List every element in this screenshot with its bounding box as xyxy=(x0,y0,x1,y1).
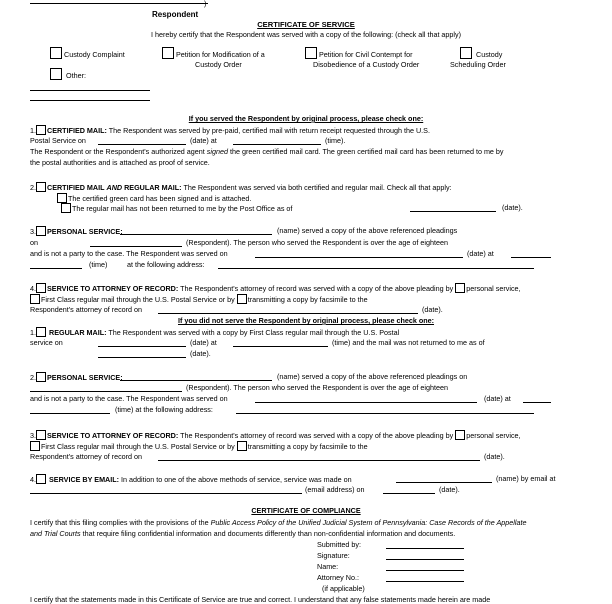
s3-t2a: on xyxy=(30,238,38,247)
r4-t2b: (date). xyxy=(439,485,460,494)
s3-t3b: (date) at xyxy=(467,249,494,258)
checkbox[interactable] xyxy=(162,47,174,59)
option-scheduling[interactable]: Custody xyxy=(460,47,502,59)
checkbox[interactable] xyxy=(50,68,62,80)
s2-date-line[interactable] xyxy=(410,211,496,212)
s2-c1: The certified green card has been signed and is attached. xyxy=(57,193,251,203)
s1-date-line[interactable] xyxy=(98,144,186,145)
r2-t4: (time) at the following address: xyxy=(115,405,213,414)
r4-t1b: (name) by email at xyxy=(496,474,556,483)
r3-t3a: Respondent's attorney of record on xyxy=(30,452,143,461)
submitted-by-label: Submitted by: xyxy=(317,540,361,549)
s4-fax-checkbox[interactable] xyxy=(237,294,247,304)
respondent-name-line[interactable] xyxy=(30,3,208,4)
r3-row2: First Class regular mail through the U.S. Postal Service or by transmitting a copy by facsimile to the xyxy=(30,441,368,451)
s4-row2: First Class regular mail through the U.S. Postal Service or by transmitting a copy by facsimile to the xyxy=(30,294,368,304)
s4-date-line[interactable] xyxy=(158,313,418,314)
r1-t2c: (time) and the mail was not returned to me as of xyxy=(332,338,485,347)
s2-checkbox[interactable] xyxy=(36,182,46,192)
other-line-1[interactable] xyxy=(30,90,150,91)
option-contempt-line2: Disobedience of a Custody Order xyxy=(313,60,420,69)
s4-t3a: Respondent's attorney of record on xyxy=(30,305,143,314)
r3-fax-checkbox[interactable] xyxy=(237,441,247,451)
option-scheduling-line2: Scheduling Order xyxy=(450,60,506,69)
r3-personal-checkbox[interactable] xyxy=(455,430,465,440)
s4-t3b: (date). xyxy=(422,305,443,314)
compliance-title: CERTIFICATE OF COMPLIANCE xyxy=(251,506,361,515)
r1-row1: 1. REGULAR MAIL: The Respondent was served with a copy by First Class regular mail through the U.S. Postal xyxy=(30,328,400,337)
s1-t2c: (time). xyxy=(325,136,346,145)
cos-intro: I hereby certify that the Respondent was served with a copy of the following: (check all that apply) xyxy=(150,30,462,39)
r3-t3b: (date). xyxy=(484,452,505,461)
compliance-p2: and Trial Courts that require filing confidential information and documents differently than non-confidential information and documents. xyxy=(30,529,456,538)
r2-row1: 2. PERSONAL SERVICE: xyxy=(30,373,123,382)
s3-t4b: at the following address: xyxy=(127,260,205,269)
s1-t4: the postal authorities and is attached as proof of service. xyxy=(30,158,210,167)
checkbox[interactable] xyxy=(50,47,62,59)
r2-time-line-b[interactable] xyxy=(30,413,110,414)
not-original-heading: If you did not serve the Respondent by original process, please check one: xyxy=(177,316,435,325)
s1-row1: 1. CERTIFIED MAIL: The Respondent was served by pre-paid, certified mail with return receipt requested through the U.S. xyxy=(30,126,430,135)
r2-respondent-line[interactable] xyxy=(30,391,182,392)
r4-t2a: (email address) on xyxy=(305,485,365,494)
s3-respondent-line[interactable] xyxy=(90,246,182,247)
r1-time-line[interactable] xyxy=(233,346,328,347)
checkbox[interactable] xyxy=(460,47,472,59)
r2-checkbox[interactable] xyxy=(36,372,46,382)
other-line-2[interactable] xyxy=(30,100,150,101)
r2-t1: (name) served a copy of the above referenced pleadings on xyxy=(277,372,468,381)
option-modification[interactable]: Petition for Modification of a xyxy=(162,47,265,59)
s4-personal-checkbox[interactable] xyxy=(455,283,465,293)
r1-date-line[interactable] xyxy=(98,346,186,347)
r4-row1: 4. SERVICE BY EMAIL: In addition to one of the above methods of service, service was made on xyxy=(30,475,352,484)
option-contempt[interactable]: Petition for Civil Contempt for xyxy=(305,47,412,59)
if-applicable-label: (if applicable) xyxy=(322,584,365,593)
s1-checkbox[interactable] xyxy=(36,125,46,135)
r1-asof-line[interactable] xyxy=(98,357,186,358)
name-line[interactable] xyxy=(386,570,464,571)
r2-t3a: and is not a party to the case. The Respondent was served on xyxy=(30,394,228,403)
s3-date-line[interactable] xyxy=(255,257,463,258)
r4-email-line[interactable] xyxy=(30,493,302,494)
name-label: Name: xyxy=(317,562,339,571)
s1-t3: The Respondent or the Respondent's authorized agent signed the green certified mail card. The green certified mail card has been returned to me by xyxy=(30,147,504,156)
s3-t3a: and is not a party to the case. The Respondent was served on xyxy=(30,249,228,258)
s4-row1: 4. SERVICE TO ATTORNEY OF RECORD: The Respondent's attorney of record was served with a copy of the above pleading by personal service, xyxy=(30,284,521,293)
s4-firstclass-checkbox[interactable] xyxy=(30,294,40,304)
option-custody-complaint[interactable]: Custody Complaint xyxy=(50,47,125,59)
final-statement: I certify that the statements made in this Certificate of Service are true and correct. I understand that any false statements made herein are made xyxy=(30,595,491,604)
r2-date-line[interactable] xyxy=(255,402,477,403)
r3-row1: 3. SERVICE TO ATTORNEY OF RECORD: The Respondent's attorney of record was served with a copy of the above pleading by personal service, xyxy=(30,431,521,440)
r2-t3b: (date) at xyxy=(484,394,511,403)
attorney-no-label: Attorney No.: xyxy=(317,573,359,582)
s3-time-line-b[interactable] xyxy=(30,268,82,269)
respondent-label: Respondent xyxy=(152,10,199,19)
original-heading: If you served the Respondent by original process, please check one: xyxy=(188,114,424,123)
r3-firstclass-checkbox[interactable] xyxy=(30,441,40,451)
option-other[interactable]: Other: xyxy=(50,68,86,80)
signature-label: Signature: xyxy=(317,551,350,560)
r1-t2a: service on xyxy=(30,338,63,347)
s1-t2a: Postal Service on xyxy=(30,136,86,145)
r4-date-line[interactable] xyxy=(383,493,435,494)
checkbox[interactable] xyxy=(305,47,317,59)
s3-time-line-a[interactable] xyxy=(511,257,551,258)
submitted-by-line[interactable] xyxy=(386,548,464,549)
r2-time-line-a[interactable] xyxy=(523,402,551,403)
cos-title: CERTIFICATE OF SERVICE xyxy=(257,20,355,29)
s2-c2-checkbox[interactable] xyxy=(61,203,71,213)
s4-checkbox[interactable] xyxy=(36,283,46,293)
s2-c2: The regular mail has not been returned to me by the Post Office as of xyxy=(61,203,292,213)
s1-time-line[interactable] xyxy=(233,144,321,145)
s3-t4a: (time) xyxy=(89,260,108,269)
option-modification-line2: Custody Order xyxy=(195,60,242,69)
s3-checkbox[interactable] xyxy=(36,226,46,236)
r4-name-line[interactable] xyxy=(396,482,492,483)
s3-t1: (name) served a copy of the above referenced pleadings xyxy=(277,226,458,235)
r3-date-line[interactable] xyxy=(158,460,480,461)
r4-checkbox[interactable] xyxy=(36,474,46,484)
header-paren: ) xyxy=(204,0,207,8)
attorney-no-line[interactable] xyxy=(386,581,464,582)
r1-t3: (date). xyxy=(190,349,211,358)
s2-c1-checkbox[interactable] xyxy=(57,193,67,203)
s3-row1: 3. PERSONAL SERVICE: xyxy=(30,227,123,236)
r3-checkbox[interactable] xyxy=(36,430,46,440)
s3-address-line[interactable] xyxy=(218,268,534,269)
s3-t2b: (Respondent). The person who served the Respondent is over the age of eighteen xyxy=(186,238,448,247)
s1-t2b: (date) at xyxy=(190,136,217,145)
r1-t2b: (date) at xyxy=(190,338,217,347)
r1-checkbox[interactable] xyxy=(36,327,46,337)
r2-address-line[interactable] xyxy=(236,413,534,414)
compliance-p1: I certify that this filing complies with the provisions of the Public Access Policy of the Unified Judicial System of Pennsylvania: Case Records of the Appellate xyxy=(30,518,527,527)
r2-t2: (Respondent). The person who served the Respondent is over the age of eighteen xyxy=(186,383,448,392)
signature-line[interactable] xyxy=(386,559,464,560)
s2-row1: 2. CERTIFIED MAIL AND REGULAR MAIL: The Respondent was served via both certified and regular mail. Check all that apply: xyxy=(30,183,452,192)
s2-c2end: (date). xyxy=(502,203,523,212)
s3-name-line[interactable] xyxy=(120,234,272,235)
r2-name-line[interactable] xyxy=(120,380,272,381)
